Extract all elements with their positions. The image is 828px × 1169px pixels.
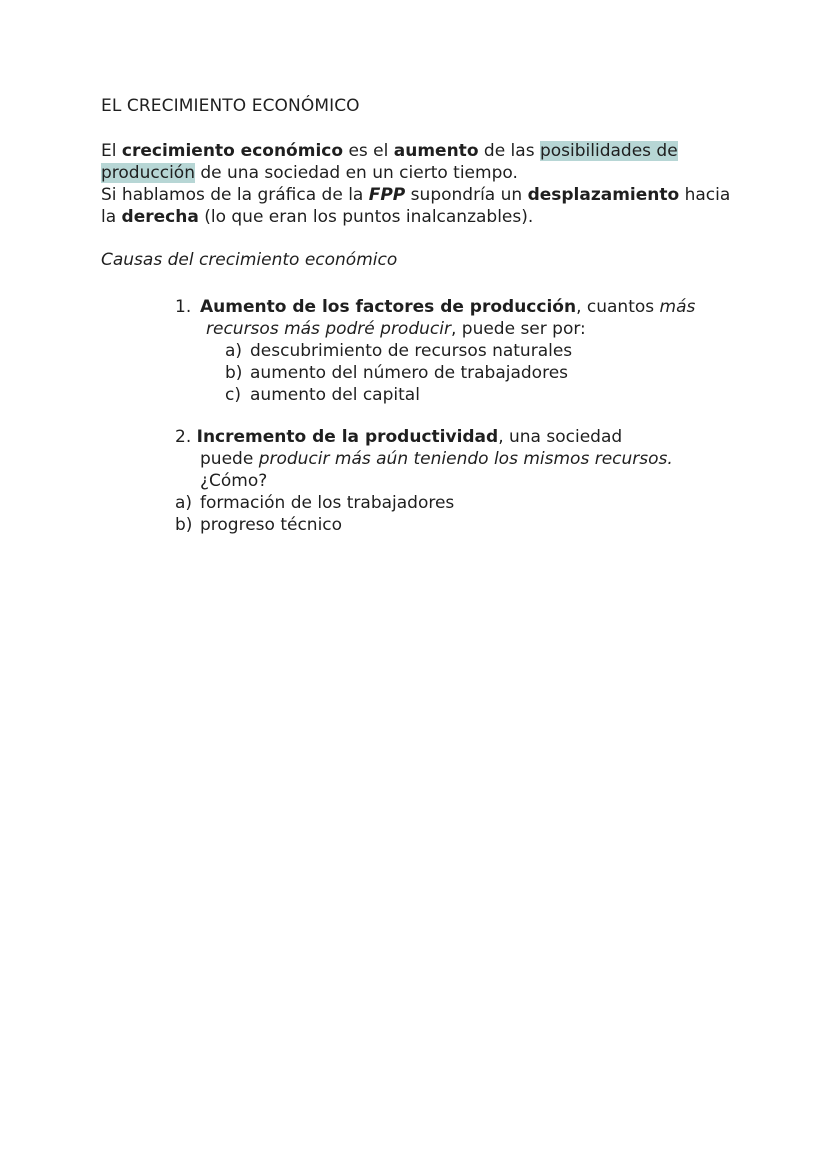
cause-1-italic: más xyxy=(659,297,696,317)
list-item-text: formación de los trabajadores xyxy=(200,493,455,513)
cause-2 xyxy=(175,426,735,536)
list-item xyxy=(175,492,735,514)
list-item-text: aumento del número de trabajadores xyxy=(250,363,569,383)
term-fpp: FPP xyxy=(368,185,406,205)
list-item-text: aumento del capital xyxy=(250,385,420,405)
intro-text: hacia xyxy=(679,185,731,205)
intro-text: de una sociedad en un cierto tiempo. xyxy=(194,163,518,183)
cause-2-italic: producir más aún teniendo los mismos recursos. xyxy=(258,449,673,469)
cause-1-line-1 xyxy=(175,296,735,318)
highlight-produccion: producción xyxy=(101,163,195,183)
list-number: 2. xyxy=(175,427,197,447)
cause-1-title: Aumento de los factores de producción xyxy=(200,297,577,317)
list-item-text: descubrimiento de recursos naturales xyxy=(250,341,573,361)
cause-1-line-2 xyxy=(175,318,735,340)
cause-2-title: Incremento de la productividad xyxy=(196,427,499,447)
cause-1-text: , puede ser por: xyxy=(450,319,586,339)
cause-2-text: , una sociedad xyxy=(498,427,623,447)
list-item xyxy=(175,384,735,406)
intro-text: (lo que eran los puntos inalcanzables). xyxy=(198,207,534,227)
cause-2-question: ¿Cómo? xyxy=(200,471,268,491)
intro-line-4 xyxy=(101,206,741,228)
highlight-posibilidades: posibilidades de xyxy=(539,141,678,161)
intro-text: supondría un xyxy=(405,185,528,205)
cause-2-line-1 xyxy=(175,426,735,448)
term-crecimiento-economico: crecimiento económico xyxy=(121,141,344,161)
cause-1-text: , cuantos xyxy=(576,297,660,317)
term-desplazamiento: desplazamiento xyxy=(527,185,680,205)
list-item xyxy=(175,514,735,536)
list-item-text: progreso técnico xyxy=(200,515,343,535)
intro-line-2 xyxy=(101,162,741,184)
cause-2-text: puede xyxy=(200,449,259,469)
list-number: 1. xyxy=(175,297,192,317)
intro-text: Si hablamos de la gráfica de la xyxy=(101,185,369,205)
intro-text: la xyxy=(101,207,122,227)
intro-text: de las xyxy=(478,141,540,161)
list-marker: a) xyxy=(175,493,193,513)
cause-1-italic: recursos más podré producir xyxy=(206,319,451,339)
list-marker: a) xyxy=(225,341,243,361)
intro-text: El xyxy=(101,141,122,161)
list-marker: c) xyxy=(225,385,241,405)
cause-2-line-2 xyxy=(175,448,735,470)
intro-line-1 xyxy=(101,140,741,162)
list-marker: b) xyxy=(225,363,243,383)
section-heading-causas: Causas del crecimiento económico xyxy=(101,250,398,270)
intro-paragraph xyxy=(101,140,741,228)
term-derecha: derecha xyxy=(121,207,199,227)
list-item xyxy=(175,362,735,384)
list-item xyxy=(175,340,735,362)
intro-line-3 xyxy=(101,184,741,206)
intro-text: es el xyxy=(343,141,394,161)
term-aumento: aumento xyxy=(393,141,479,161)
cause-1 xyxy=(175,296,735,406)
document-title: EL CRECIMIENTO ECONÓMICO xyxy=(101,96,360,116)
list-marker: b) xyxy=(175,515,193,535)
